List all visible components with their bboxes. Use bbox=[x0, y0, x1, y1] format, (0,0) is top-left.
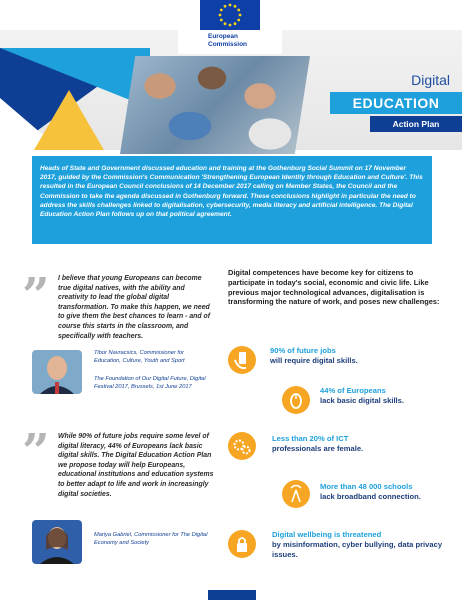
stat-highlight: 44% of Europeans bbox=[320, 386, 386, 395]
quote-mark-icon: ” bbox=[22, 424, 50, 480]
caption-navracsics-event: The Foundation of Our Digital Future, Digital Festival 2017, Brussels, 1st June 2017 bbox=[94, 376, 206, 390]
stat-future-jobs bbox=[270, 346, 450, 366]
portrait-navracsics bbox=[32, 350, 82, 394]
eu-flag-icon bbox=[200, 0, 260, 30]
antenna-icon bbox=[282, 480, 310, 508]
decorative-yellow-triangle bbox=[34, 90, 104, 150]
hand-phone-icon bbox=[228, 346, 256, 374]
title-digital: Digital bbox=[411, 72, 450, 88]
stat-europeans-skills bbox=[320, 386, 452, 406]
intro-banner: Heads of State and Government discussed education and training at the Gothenburg Social Summit on 17 November 2017, guided by the Commission's Communication 'Strengthening European Identity through Education and Culture'. This resulted in the European Council conclusions of 14 December 2017 calling on Member States, the Council and the Commission to take the agenda discussed in Gothenburg forward. These conclusions highlight in particular the need to address the skills challenges linked to digitalisation, cybersecurity, media literacy and artificial intelligence. The Digital Education Action Plan follows up on that political agreement. bbox=[32, 156, 432, 244]
quote-navracsics: I believe that young Europeans can become true digital natives, with the ability and creativity to lead the global digital transformation. To make this happen, we need to give them the best chances to learn - and of course this starts in the classroom, and specifically with teachers. bbox=[58, 275, 211, 340]
quote-mark-icon: ” bbox=[22, 268, 50, 324]
stat-schools-broadband bbox=[320, 482, 454, 502]
caption-gabriel-name: Mariya Gabriel, Commissioner for The Digital Economy and Society bbox=[94, 532, 208, 546]
stat-highlight: Less than 20% of ICT bbox=[272, 434, 349, 443]
stat-rest: lack basic digital skills. bbox=[320, 396, 404, 405]
stat-highlight: More than 48 000 schools bbox=[320, 482, 413, 491]
gears-icon bbox=[228, 432, 256, 460]
european-commission-logo bbox=[178, 0, 282, 54]
students-classroom-photo bbox=[120, 56, 310, 154]
stat-digital-wellbeing bbox=[272, 530, 452, 560]
stat-ict-female bbox=[272, 434, 452, 454]
mouse-icon bbox=[282, 386, 310, 414]
stat-highlight: Digital wellbeing is threatened bbox=[272, 530, 382, 539]
stat-rest: will require digital skills. bbox=[270, 356, 358, 365]
lock-icon bbox=[228, 530, 256, 558]
digital-competences-intro: Digital competences have become key for citizens to participate in today's social, economic and civic life. Like previous major technological advances, digitalisation is transforming the nature of work, and poses new challenges: bbox=[228, 268, 440, 307]
stat-rest: professionals are female. bbox=[272, 444, 364, 453]
logo-text-line1: European bbox=[208, 33, 238, 40]
title-action-plan: Action Plan bbox=[370, 116, 462, 132]
title-education: EDUCATION bbox=[330, 92, 462, 114]
logo-text bbox=[186, 33, 276, 48]
portrait-gabriel bbox=[32, 520, 82, 564]
caption-navracsics-name: Tibor Navracsics, Commissioner for Education, Culture, Youth and Sport bbox=[94, 350, 185, 364]
stat-rest: by misinformation, cyber bullying, data privacy issues. bbox=[272, 540, 443, 559]
stat-rest: lack broadband connection. bbox=[320, 492, 421, 501]
bottom-decorative-tab bbox=[208, 590, 256, 600]
stat-highlight: 90% of future jobs bbox=[270, 346, 336, 355]
quote-gabriel: While 90% of future jobs require some level of digital literacy, 44% of Europeans lack basic digital skills. The Digital Education Action Plan we propose today will help Europeans, educational institutions and education systems to better adapt to life and work in increasingly digital societies. bbox=[58, 433, 214, 498]
logo-text-line2: Commission bbox=[208, 40, 248, 48]
